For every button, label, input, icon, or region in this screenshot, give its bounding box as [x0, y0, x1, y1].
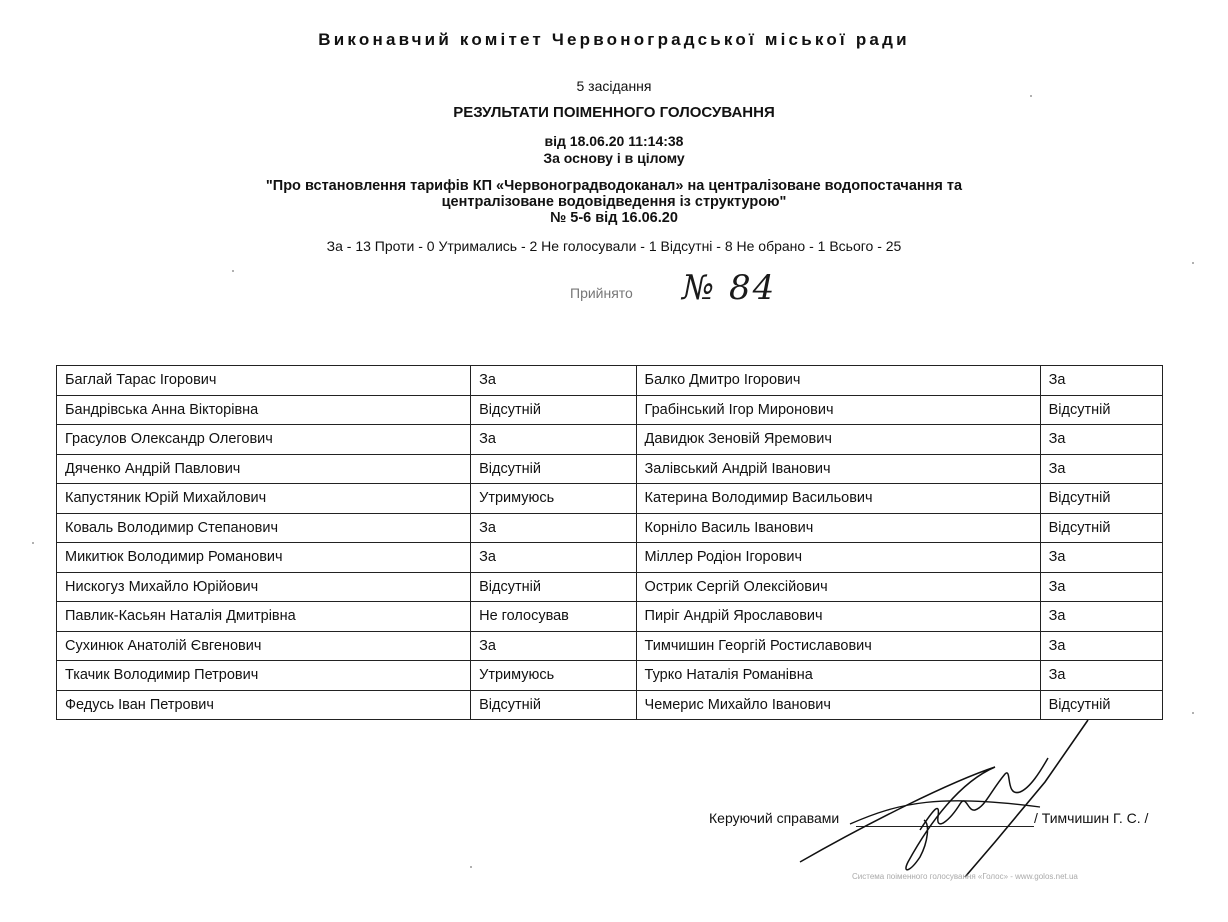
member-name: Чемерис Михайло Іванович [636, 690, 1040, 720]
member-vote: За [1040, 366, 1162, 396]
member-vote: Відсутній [1040, 484, 1162, 514]
member-name: Тимчишин Георгій Ростиславович [636, 631, 1040, 661]
member-name: Залівський Андрій Іванович [636, 454, 1040, 484]
member-vote: За [1040, 543, 1162, 573]
member-vote: За [1040, 602, 1162, 632]
votes-table [56, 365, 1163, 720]
member-name: Ткачик Володимир Петрович [57, 661, 471, 691]
table-row [57, 425, 1163, 455]
member-name: Дяченко Андрій Павлович [57, 454, 471, 484]
member-name: Капустяник Юрій Михайлович [57, 484, 471, 514]
document-title: РЕЗУЛЬТАТИ ПОІМЕННОГО ГОЛОСУВАННЯ [453, 104, 775, 121]
table-row [57, 572, 1163, 602]
member-vote: За [471, 543, 636, 573]
member-name: Пиріг Андрій Ярославович [636, 602, 1040, 632]
table-row [57, 454, 1163, 484]
member-vote: За [1040, 572, 1162, 602]
member-vote: Утримуюсь [471, 661, 636, 691]
member-vote: За [1040, 425, 1162, 455]
accepted-status: Прийнято [570, 285, 633, 301]
member-vote: Утримуюсь [471, 484, 636, 514]
member-name: Коваль Володимир Степанович [57, 513, 471, 543]
member-name: Грасулов Олександр Олегович [57, 425, 471, 455]
vote-subject [214, 178, 1014, 226]
votes-table-body [57, 366, 1163, 720]
member-vote: Відсутній [1040, 513, 1162, 543]
member-vote: За [1040, 454, 1162, 484]
member-vote: За [471, 513, 636, 543]
scan-speck [1192, 712, 1194, 714]
table-row [57, 543, 1163, 573]
member-vote: За [1040, 631, 1162, 661]
vote-summary: За - 13 Проти - 0 Утримались - 2 Не голосували - 1 Відсутні - 8 Не обрано - 1 Всього - 25 [326, 238, 902, 254]
table-row [57, 366, 1163, 396]
scan-speck [1192, 262, 1194, 264]
member-vote: Не голосував [471, 602, 636, 632]
member-vote: За [471, 631, 636, 661]
scan-speck [1030, 95, 1032, 97]
organization-title: Виконавчий комітет Червоноградської міської ради [318, 30, 910, 49]
member-name: Баглай Тарас Ігорович [57, 366, 471, 396]
member-name: Федусь Іван Петрович [57, 690, 471, 720]
member-name: Турко Наталія Романівна [636, 661, 1040, 691]
member-name: Нискогуз Михайло Юрійович [57, 572, 471, 602]
member-name: Павлик-Касьян Наталія Дмитрівна [57, 602, 471, 632]
scan-speck [470, 866, 472, 868]
member-vote: Відсутній [471, 572, 636, 602]
table-row [57, 513, 1163, 543]
member-vote: Відсутній [1040, 395, 1162, 425]
subject-line-2: централізоване водовідведення із структурою" [441, 194, 787, 210]
table-row [57, 602, 1163, 632]
handwritten-decision-number: № 84 [682, 268, 777, 308]
session-number: 5 засідання [576, 78, 652, 94]
table-row [57, 631, 1163, 661]
table-row [57, 661, 1163, 691]
footer-note: Система поіменного голосування «Голос» - www.golos.net.ua [852, 872, 1078, 881]
member-name: Давидюк Зеновій Яремович [636, 425, 1040, 455]
table-row [57, 484, 1163, 514]
scan-speck [32, 542, 34, 544]
member-vote: За [471, 425, 636, 455]
subject-line-3: № 5-6 від 16.06.20 [550, 210, 678, 226]
member-name: Катерина Володимир Васильович [636, 484, 1040, 514]
signatory-name: / Тимчишин Г. С. / [1034, 810, 1149, 826]
subject-line-1: "Про встановлення тарифів КП «Червоноградводоканал» на централізоване водопостачання та [265, 178, 963, 194]
member-vote: Відсутній [471, 395, 636, 425]
member-vote: Відсутній [471, 690, 636, 720]
handwritten-signature [790, 712, 1110, 892]
member-vote: За [471, 366, 636, 396]
member-name: Микитюк Володимир Романович [57, 543, 471, 573]
vote-basis: За основу і в цілому [543, 150, 685, 166]
vote-date: від 18.06.20 11:14:38 [544, 133, 684, 149]
member-name: Бандрівська Анна Вікторівна [57, 395, 471, 425]
member-vote: Відсутній [1040, 690, 1162, 720]
member-name: Балко Дмитро Ігорович [636, 366, 1040, 396]
member-name: Острик Сергій Олексійович [636, 572, 1040, 602]
member-name: Міллер Родіон Ігорович [636, 543, 1040, 573]
scan-speck [232, 270, 234, 272]
table-row [57, 395, 1163, 425]
member-name: Корніло Василь Іванович [636, 513, 1040, 543]
signature-label: Керуючий справами [709, 810, 840, 826]
member-vote: За [1040, 661, 1162, 691]
member-name: Грабінський Ігор Миронович [636, 395, 1040, 425]
member-vote: Відсутній [471, 454, 636, 484]
member-name: Сухинюк Анатолій Євгенович [57, 631, 471, 661]
